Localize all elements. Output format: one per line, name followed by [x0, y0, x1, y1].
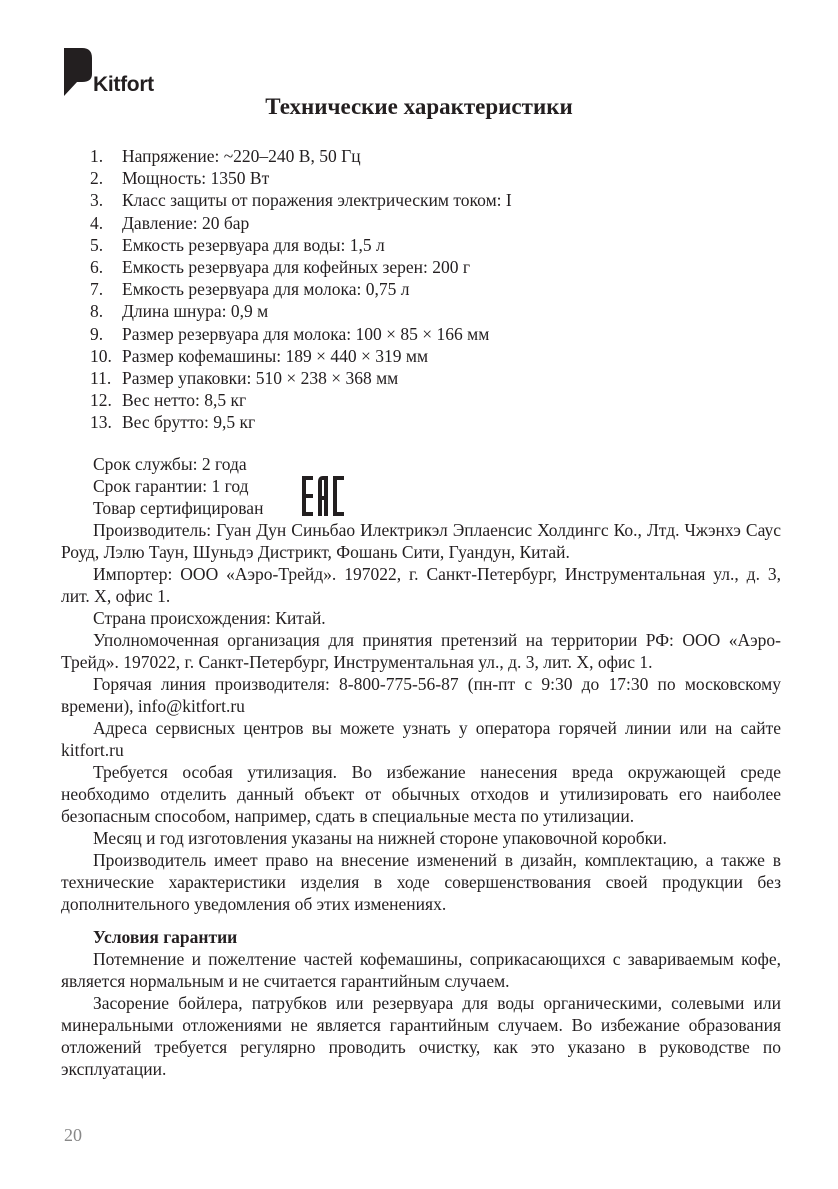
spec-item: 8. Длина шнура: 0,9 м — [90, 301, 269, 322]
certified-text: Товар сертифицирован — [93, 498, 264, 518]
eac-mark-icon — [302, 472, 346, 518]
disposal-paragraph: Требуется особая утилизация. Во избежание нанесения вреда окружающей среде необходимо отделить данный объект от обычных отходов и утилизировать его наиболее безопасным способом, например, сдать в специальные места по утилизации. — [61, 762, 781, 826]
section-gap — [61, 915, 781, 926]
spec-list — [90, 145, 512, 434]
warranty-term: Срок гарантии: 1 год — [93, 476, 249, 496]
service-centers-paragraph: Адреса сервисных центров вы можете узнать у оператора горячей линии или на сайте kitfort.ru — [61, 718, 781, 760]
page-number: 20 — [64, 1125, 82, 1145]
spec-item: 7. Емкость резервуара для молока: 0,75 л — [90, 279, 410, 300]
certified-row — [61, 497, 781, 519]
changes-paragraph: Производитель имеет право на внесение изменений в дизайн, комплектацию, а также в технические характеристики изделия в ходе совершенствования своей продукции без дополнительного уведомления об этих изменениях. — [61, 850, 781, 914]
kitfort-logo-icon — [64, 48, 94, 98]
spec-item: 11. Размер упаковки: 510 × 238 × 368 мм — [90, 368, 399, 389]
warranty-title: Условия гарантии — [93, 927, 238, 947]
spec-item: 5. Емкость резервуара для воды: 1,5 л — [90, 234, 385, 255]
brand-logo — [64, 48, 204, 100]
brand-name: Kitfort — [93, 73, 154, 96]
spec-item: 6. Емкость резервуара для кофейных зерен: 200 г — [90, 257, 471, 278]
spec-item: 1. Напряжение: ~220–240 В, 50 Гц — [90, 146, 361, 166]
hotline-paragraph: Горячая линия производителя: 8-800-775-56-87 (пн-пт с 9:30 до 17:30 по московскому времени), info@kitfort.ru — [61, 674, 781, 716]
warranty-paragraph: Засорение бойлера, патрубков или резервуара для воды органическими, солевыми или минеральными отложениями не является гарантийным случаем. Во избежание образования отложений требуется регулярно проводить очистку, как это указано в руководстве по эксплуатации. — [61, 993, 781, 1079]
origin-paragraph: Страна происхождения: Китай. — [93, 608, 326, 628]
importer-paragraph: Импортер: ООО «Аэро-Трейд». 197022, г. Санкт-Петербург, Инструментальная ул., д. 3, лит. Х, офис 1. — [61, 564, 781, 606]
manufacture-date-paragraph: Месяц и год изготовления указаны на нижней стороне упаковочной коробки. — [93, 828, 667, 848]
spec-item: 9. Размер резервуара для молока: 100 × 85 × 166 мм — [90, 323, 490, 344]
spec-item: 4. Давление: 20 бар — [90, 212, 250, 233]
info-block — [61, 453, 781, 1080]
spec-item: 10. Размер кофемашины: 189 × 440 × 319 мм — [90, 345, 429, 366]
spec-item: 3. Класс защиты от поражения электрическим током: I — [90, 190, 512, 211]
spec-item: 13. Вес брутто: 9,5 кг — [90, 412, 256, 433]
spec-item: 12. Вес нетто: 8,5 кг — [90, 390, 247, 411]
manufacturer-paragraph: Производитель: Гуан Дун Синьбао Илектрикэл Эплаенсис Холдингс Ко., Лтд. Чжэнхэ Саус Роуд, Лэлю Таун, Шуньдэ Дистрикт, Фошань Сити, Гуандун, Китай. — [61, 520, 781, 562]
service-life: Срок службы: 2 года — [93, 454, 247, 474]
claims-org-paragraph: Уполномоченная организация для принятия претензий на территории РФ: ООО «Аэро-Трейд». 197022, г. Санкт-Петербург, Инструментальная ул., д. 3, лит. Х, офис 1. — [61, 630, 781, 672]
spec-item: 2. Мощность: 1350 Вт — [90, 168, 270, 189]
page-title: Технические характеристики — [265, 94, 573, 119]
warranty-paragraph: Потемнение и пожелтение частей кофемашины, соприкасающихся с завариваемым кофе, является нормальным и не считается гарантийным случаем. — [61, 949, 781, 991]
